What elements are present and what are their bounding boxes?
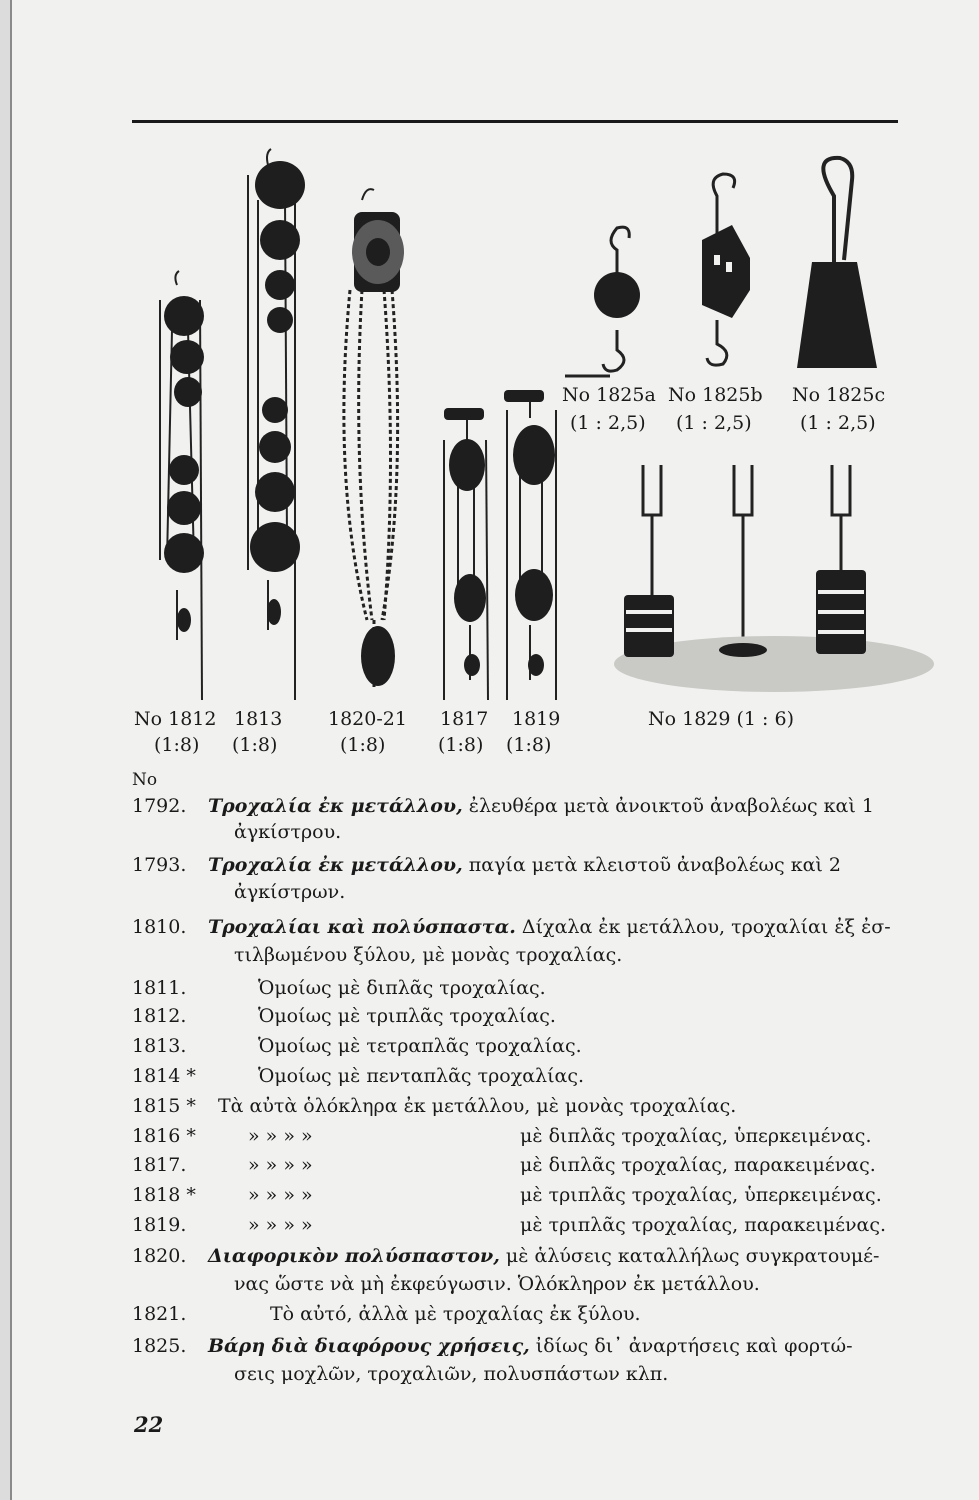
label-1825a: No 1825a — [562, 384, 656, 406]
entry-number: 1821. — [132, 1303, 187, 1325]
entry-1814: Ὁμοίως μὲ πενταπλᾶς τροχαλίας. — [258, 1065, 585, 1087]
entry-number: 1815 * — [132, 1095, 196, 1117]
scale-1813: (1:8) — [232, 734, 278, 756]
entry-text: παγία μετὰ κλειστοῦ ἀναβολέως καὶ 2 — [462, 854, 842, 876]
ditto-marks: » » » » — [248, 1154, 313, 1176]
entry-text: ἰδίως δι᾽ ἀναρτήσεις καὶ φορτώ- — [529, 1335, 853, 1357]
entry-1820 — [208, 1244, 879, 1268]
scale-1817: (1:8) — [438, 734, 484, 756]
entry-continuation: τιλβωμένου ξύλου, μὲ μονὰς τροχαλίας. — [234, 944, 623, 966]
cone-weight-1825c — [797, 262, 877, 368]
entry-1810 — [208, 915, 891, 939]
entry-number: 1820. — [132, 1245, 187, 1267]
scale-1820-21: (1:8) — [340, 734, 386, 756]
entry-title: Βάρη διὰ διαφόρους χρήσεις, — [208, 1335, 530, 1357]
entry-1815: Τὰ αὐτὰ ὁλόκληρα ἐκ μετάλλου, μὲ μονὰς τροχαλίας. — [218, 1095, 737, 1117]
scale-1812: (1:8) — [154, 734, 200, 756]
pulley-illustrations — [12, 0, 979, 760]
no-header: No — [132, 770, 158, 790]
entry-text: μὲ ἁλύσεις καταλλήλως συγκρατουμέ- — [499, 1245, 880, 1267]
catalog-page — [10, 0, 979, 1500]
entry-continuation: σεις μοχλῶν, τροχαλιῶν, πολυσπάστων κλπ. — [234, 1363, 669, 1385]
entry-1813: Ὁμοίως μὲ τετραπλᾶς τροχαλίας. — [258, 1035, 582, 1057]
entry-text: ἐλευθέρα μετὰ ἀνοικτοῦ ἀναβολέως καὶ 1 — [462, 795, 874, 817]
scale-1825b: (1 : 2,5) — [676, 412, 752, 434]
entry-1812: Ὁμοίως μὲ τριπλᾶς τροχαλίας. — [258, 1005, 556, 1027]
entry-number: 1817. — [132, 1154, 187, 1176]
scale-1825a: (1 : 2,5) — [570, 412, 646, 434]
scale-1819: (1:8) — [506, 734, 552, 756]
entry-number: 1812. — [132, 1005, 187, 1027]
label-1813: 1813 — [234, 708, 283, 730]
label-1829: No 1829 (1 : 6) — [648, 708, 794, 730]
entry-number: 1819. — [132, 1214, 187, 1236]
entry-title: Διαφορικὸν πολύσπαστον, — [208, 1245, 500, 1267]
ditto-marks: » » » » — [248, 1184, 313, 1206]
label-1825c: No 1825c — [792, 384, 886, 406]
ditto-marks: » » » » — [248, 1125, 313, 1147]
label-1819: 1819 — [512, 708, 561, 730]
entry-number: 1793. — [132, 854, 187, 876]
entry-number: 1811. — [132, 977, 187, 999]
entry-1817: μὲ διπλᾶς τροχαλίας, παρακειμένας. — [520, 1154, 876, 1176]
entry-number: 1813. — [132, 1035, 187, 1057]
entry-1816: μὲ διπλᾶς τροχαλίας, ὑπερκειμένας. — [520, 1125, 872, 1147]
entry-continuation: ἀγκίστρου. — [234, 821, 342, 843]
ball-weight-1825a — [594, 272, 640, 318]
entry-1811: Ὁμοίως μὲ διπλᾶς τροχαλίας. — [258, 977, 546, 999]
entry-text: Δίχαλα ἐκ μετάλλου, τροχαλίαι ἐξ ἐσ- — [515, 916, 891, 938]
ditto-marks: » » » » — [248, 1214, 313, 1236]
entry-1792 — [208, 794, 874, 818]
entry-number: 1792. — [132, 795, 187, 817]
label-1820-21: 1820-21 — [328, 708, 407, 730]
page-number: 22 — [134, 1412, 164, 1437]
entry-1793 — [208, 853, 841, 877]
entry-number: 1825. — [132, 1335, 187, 1357]
entry-title: Τροχαλία ἐκ μετάλλου, — [208, 795, 463, 817]
entry-number: 1816 * — [132, 1125, 196, 1147]
label-1817: 1817 — [440, 708, 489, 730]
entry-title: Τροχαλίαι καὶ πολύσπαστα. — [208, 916, 516, 938]
entry-title: Τροχαλία ἐκ μετάλλου, — [208, 854, 463, 876]
entry-1821: Τὸ αὐτό, ἀλλὰ μὲ τροχαλίας ἐκ ξύλου. — [270, 1303, 641, 1325]
entry-1819: μὲ τριπλᾶς τροχαλίας, παρακειμένας. — [520, 1214, 887, 1236]
entry-continuation: νας ὥστε νὰ μὴ ἐκφεύγωσιν. Ὁλόκληρον ἐκ μετάλλου. — [234, 1273, 760, 1295]
entry-continuation: ἀγκίστρων. — [234, 881, 346, 903]
entry-1818: μὲ τριπλᾶς τροχαλίας, ὑπερκειμένας. — [520, 1184, 882, 1206]
label-1825b: No 1825b — [668, 384, 763, 406]
entry-number: 1814 * — [132, 1065, 196, 1087]
label-1812: No 1812 — [134, 708, 217, 730]
entry-1825 — [208, 1334, 853, 1358]
entry-number: 1810. — [132, 916, 187, 938]
scale-1825c: (1 : 2,5) — [800, 412, 876, 434]
entry-number: 1818 * — [132, 1184, 196, 1206]
